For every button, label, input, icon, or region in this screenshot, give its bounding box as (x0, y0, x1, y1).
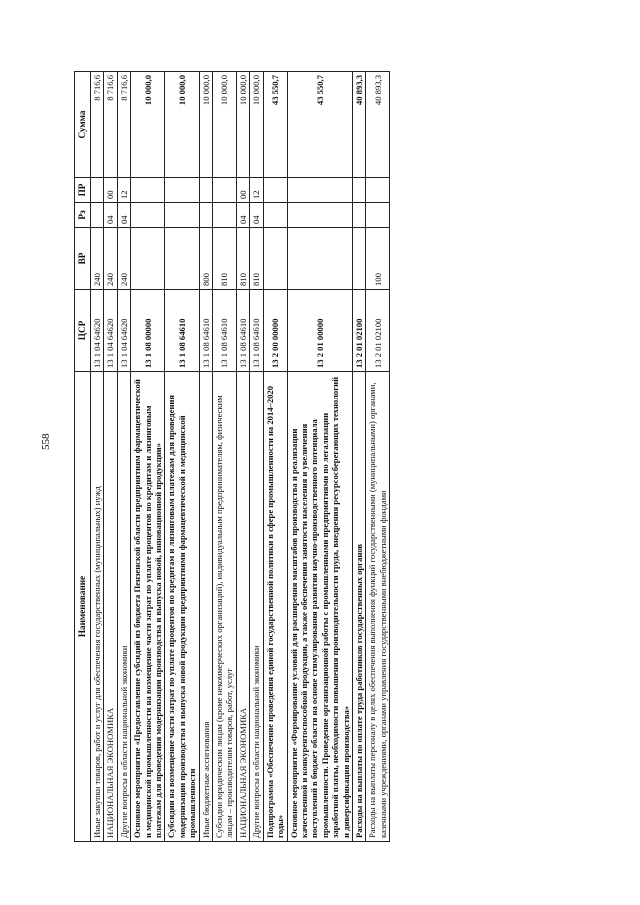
cell-name: Основное мероприятие «Формирование условий для расширения масштабов производства и реализации качественной и конкурентоспособной продукции, а также обеспечения занятости населения и увеличения поступлений в бюджет области на основе стимулирования развития научно-производственного потенциала промышленности. Проведение организационной работы с промышленными предприятиями по легализации заработной платы, необходимости повышения производительности труда, внедрения ресурсосберегающих технологий и диверсификации производства» (287, 372, 352, 842)
cell-sum: 8 716,6 (104, 72, 117, 178)
cell-sum: 43 550,7 (263, 72, 287, 178)
cell-sum: 8 716,6 (91, 72, 104, 178)
cell-csr: 13 2 00 00000 (263, 290, 287, 372)
cell-name: Другие вопросы в области национальной экономики (117, 372, 130, 842)
cell-csr: 13 1 04 64620 (91, 290, 104, 372)
header-rz: Рз (75, 203, 91, 228)
cell-csr: 13 1 08 64610 (165, 290, 199, 372)
cell-vr (165, 228, 199, 290)
table-row (352, 72, 365, 842)
table-row (236, 72, 249, 842)
budget-table (74, 71, 390, 842)
cell-rz (366, 203, 390, 228)
cell-rz (263, 203, 287, 228)
cell-pr (366, 178, 390, 203)
cell-csr: 13 1 08 64610 (199, 290, 212, 372)
cell-vr: 100 (366, 228, 390, 290)
table-row (131, 72, 165, 842)
cell-rz (352, 203, 365, 228)
table-row (91, 72, 104, 842)
cell-csr: 13 1 08 64610 (236, 290, 249, 372)
rotated-page-content (74, 72, 582, 842)
cell-pr (91, 178, 104, 203)
cell-csr: 13 2 01 02100 (366, 290, 390, 372)
cell-vr: 240 (104, 228, 117, 290)
cell-name: Расходы на выплаты по оплате труда работников государственных органов (352, 372, 365, 842)
cell-csr: 13 1 08 00000 (131, 290, 165, 372)
cell-pr: 00 (104, 178, 117, 203)
header-vr: ВР (75, 228, 91, 290)
cell-csr: 13 1 04 64620 (117, 290, 130, 372)
cell-sum: 43 550,7 (287, 72, 352, 178)
cell-pr: 00 (236, 178, 249, 203)
cell-rz (213, 203, 237, 228)
cell-sum: 10 000,0 (165, 72, 199, 178)
cell-name: Другие вопросы в области национальной экономики (250, 372, 263, 842)
cell-csr: 13 2 01 00000 (287, 290, 352, 372)
cell-name: Иные закупки товаров, работ и услуг для обеспечения государственных (муниципальных) нужд (91, 372, 104, 842)
header-pr: ПР (75, 178, 91, 203)
header-csr: ЦСР (75, 290, 91, 372)
cell-vr: 810 (213, 228, 237, 290)
table-row (213, 72, 237, 842)
table-row (199, 72, 212, 842)
cell-csr: 13 1 08 64610 (213, 290, 237, 372)
cell-sum: 8 716,6 (117, 72, 130, 178)
cell-vr (263, 228, 287, 290)
cell-csr: 13 1 08 64610 (250, 290, 263, 372)
cell-vr: 810 (250, 228, 263, 290)
cell-rz (287, 203, 352, 228)
cell-vr (287, 228, 352, 290)
cell-name: Расходы на выплаты персоналу в целях обеспечения выполнения функций государственными (муниципальными) органами, казенными учреждениями, органами управления государственными внебюджетными фондами (366, 372, 390, 842)
cell-rz (131, 203, 165, 228)
cell-rz (165, 203, 199, 228)
cell-name: НАЦИОНАЛЬНАЯ ЭКОНОМИКА (104, 372, 117, 842)
cell-name: НАЦИОНАЛЬНАЯ ЭКОНОМИКА (236, 372, 249, 842)
cell-pr (213, 178, 237, 203)
cell-sum: 10 000,0 (131, 72, 165, 178)
cell-pr (287, 178, 352, 203)
table-row (366, 72, 390, 842)
cell-vr (131, 228, 165, 290)
page-number: 558 (40, 433, 52, 450)
table-row (287, 72, 352, 842)
table-header-row (75, 72, 91, 842)
cell-pr: 12 (117, 178, 130, 203)
cell-vr: 800 (199, 228, 212, 290)
cell-pr (131, 178, 165, 203)
cell-name: Субсидии на возмещение части затрат по уплате процентов по кредитам и лизинговым платежам для проведения модернизации производства и выпуска новой продукции предприятиями фармацевтической и медицинской промышленности (165, 372, 199, 842)
table-row (165, 72, 199, 842)
cell-pr (199, 178, 212, 203)
table-row (263, 72, 287, 842)
cell-sum: 10 000,0 (199, 72, 212, 178)
cell-sum: 40 893,3 (366, 72, 390, 178)
cell-rz (91, 203, 104, 228)
header-sum: Сумма (75, 72, 91, 178)
cell-vr: 240 (91, 228, 104, 290)
cell-name: Подпрограмма «Обеспечение проведения единой государственной политики в сфере промышленности на 2014–2020 годы» (263, 372, 287, 842)
cell-rz (199, 203, 212, 228)
table-row (104, 72, 117, 842)
cell-pr (263, 178, 287, 203)
cell-rz: 04 (250, 203, 263, 228)
cell-vr: 240 (117, 228, 130, 290)
cell-name: Субсидии юридическим лицам (кроме некоммерческих организаций), индивидуальным предпринимателям, физическим лицам – производителям товаров, работ, услуг (213, 372, 237, 842)
cell-rz: 04 (104, 203, 117, 228)
cell-rz: 04 (236, 203, 249, 228)
cell-sum: 10 000,0 (236, 72, 249, 178)
cell-csr: 13 2 01 02100 (352, 290, 365, 372)
cell-pr (352, 178, 365, 203)
cell-name: Основное мероприятие «Предоставление субсидий из бюджета Пензенской области предприятиям фармацевтической и медицинской промышленности на возмещение части затрат по уплате процентов по кредитам и лизинговым платежам для проведения модернизации производства и выпуска новой, инновационной продукции» (131, 372, 165, 842)
cell-sum: 40 893,3 (352, 72, 365, 178)
cell-csr: 13 1 04 64620 (104, 290, 117, 372)
table-row (117, 72, 130, 842)
cell-sum: 10 000,0 (213, 72, 237, 178)
cell-name: Иные бюджетные ассигнования (199, 372, 212, 842)
cell-rz: 04 (117, 203, 130, 228)
cell-pr: 12 (250, 178, 263, 203)
table-row (250, 72, 263, 842)
cell-vr (352, 228, 365, 290)
cell-sum: 10 000,0 (250, 72, 263, 178)
header-name: Наименование (75, 372, 91, 842)
cell-pr (165, 178, 199, 203)
cell-vr: 810 (236, 228, 249, 290)
